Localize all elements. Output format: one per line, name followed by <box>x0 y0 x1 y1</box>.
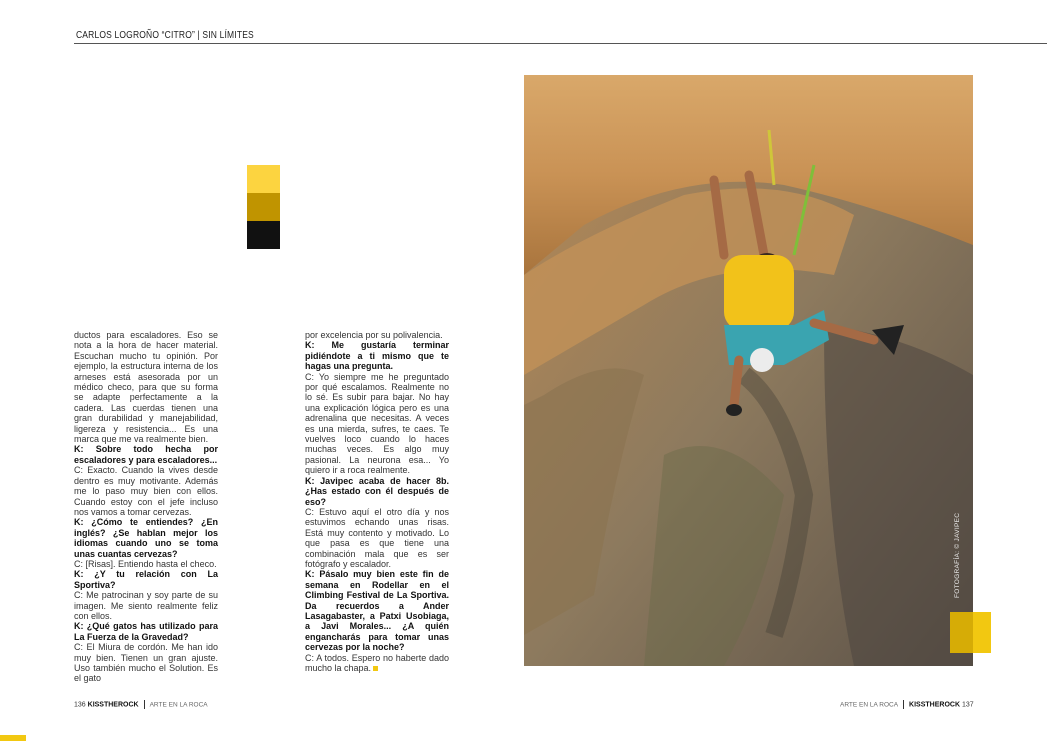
corner-mark <box>0 735 26 741</box>
paragraph: C: [Risas]. Entiendo hasta el checo. <box>74 558 217 569</box>
paragraph: C: Yo siempre me he preguntado por qué escalamos. Realmente no lo sé. Es subir para bajar. No hay una explicación lógica pero es una adrenalina que necesitas. A veces es una mierda, sufres, te caes. Te vuelves loco cuando lo haces muchas veces. Es algo muy pasional. La neurona esa... Yo quiero ir a roca realmente. <box>305 371 449 476</box>
swatch-yellow-dark <box>247 193 280 221</box>
question: K: ¿Qué gatos has utilizado para La Fuerza de la Gravedad? <box>74 621 218 642</box>
question: K: Javipec acaba de hacer 8b. ¿Has estado con él después de eso? <box>305 475 449 507</box>
section-label: ARTE EN LA ROCA <box>149 701 208 709</box>
running-header: CARLOS LOGROÑO “CITRO” | SIN LÍMITES <box>76 30 254 41</box>
swatch-yellow-light <box>247 165 280 193</box>
page-number: 136 <box>74 701 86 709</box>
end-mark <box>373 666 378 671</box>
question: K: Sobre todo hecha por escaladores y para escaladores... <box>74 444 218 465</box>
paragraph-text: C: A todos. Espero no haberte dado mucho la chapa. <box>305 652 449 673</box>
brand: KISSTHEROCK <box>909 701 960 709</box>
question: K: ¿Cómo te entiendes? ¿En inglés? ¿Se hablan mejor los idiomas cuando uno se toma unas cuantas cervezas? <box>74 517 218 559</box>
separator <box>903 700 904 709</box>
swatch-black <box>247 221 280 249</box>
footer-right <box>840 700 974 709</box>
paragraph: C: Estuvo aquí el otro día y nos estuvimos echando unas risas. Está muy contento y motivado. Lo que pasa es que tiene una combinación mala que es ser fotógrafo y escalador. <box>305 506 449 569</box>
page-number: 137 <box>961 701 974 709</box>
question: K: Pásalo muy bien este fin de semana en Rodellar en el Climbing Festival de La Sportiva. Da recuerdos a Ander Lasagabaster, a Patxi Usobiaga, a Javi Morales... ¿A quién engancharás para tomar unas cervezas por la noche? <box>305 569 449 653</box>
question: K: Me gustaría terminar pidiéndote a ti mismo que te hagas una pregunta. <box>305 340 449 372</box>
header-rule <box>74 43 1047 44</box>
text-column-1 <box>74 330 218 684</box>
text-column-2 <box>305 330 449 673</box>
separator <box>144 700 145 709</box>
climber-photo-illustration <box>524 75 973 666</box>
yellow-box-inner <box>950 612 973 653</box>
brand: KISSTHEROCK <box>87 701 139 709</box>
paragraph: C: Me patrocinan y soy parte de su imagen. Me siento realmente feliz con ellos. <box>74 590 218 621</box>
paragraph: C: El Miura de cordón. Me han ido muy bien. Tienen un gran ajuste. Uso también mucho el Solution. Es el gato <box>74 642 218 684</box>
paragraph: C: Exacto. Cuando la vives desde dentro es muy motivante. Además me lo paso muy bien con ellos. Cuando estoy con el jefe incluso nos vamos a tomar cervezas. <box>74 465 218 517</box>
paragraph <box>305 653 449 674</box>
footer-left <box>74 700 208 709</box>
question: K: ¿Y tu relación con La Sportiva? <box>74 569 218 590</box>
paragraph: por excelencia por su polivalencia. <box>305 330 443 340</box>
section-label: ARTE EN LA ROCA <box>840 701 899 709</box>
photo-credit: FOTOGRAFÍA: © JAVIPEC <box>954 512 961 598</box>
paragraph: ductos para escaladores. Eso se nota a la hora de hacer material. Escuchan mucho tu opinión. Por ejemplo, la estructura interna de los arneses está asesorada por un médico checo, para que su forma se adapte perfectamente a la cadera. Las cuerdas tienen una gran durabilidad y manejabilidad, ligereza y resistencia... Es una marca que me va realmente bien. <box>74 330 218 445</box>
climber-photo <box>524 75 973 666</box>
